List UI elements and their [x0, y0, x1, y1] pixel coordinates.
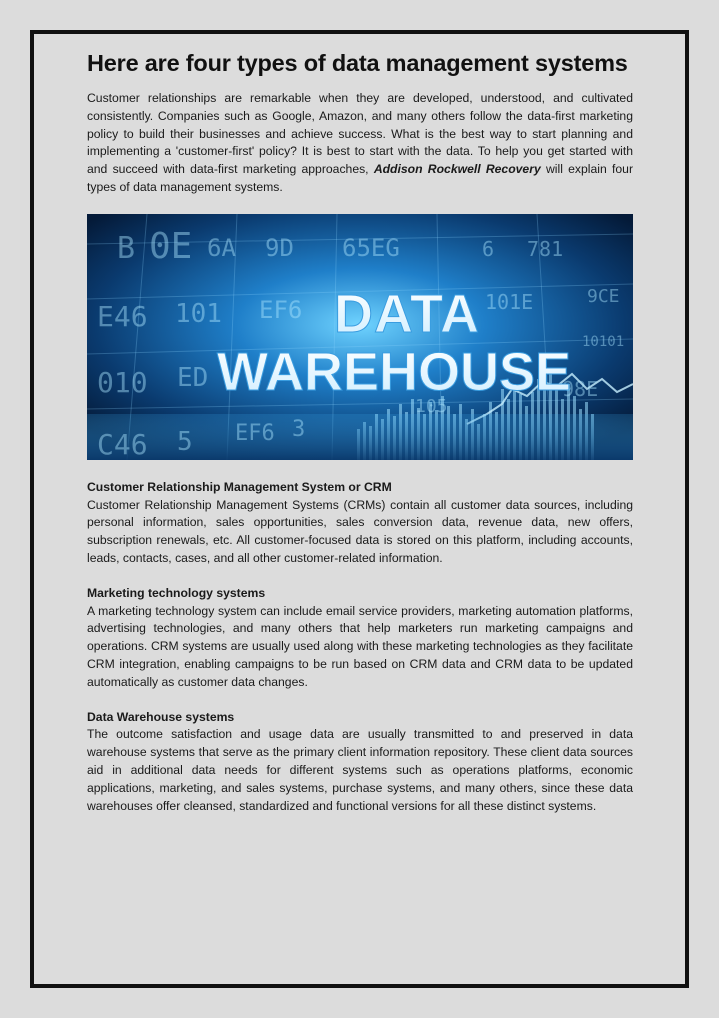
section-heading: Data Warehouse systems: [87, 709, 235, 724]
data-warehouse-image: [87, 214, 633, 460]
page-title: Here are four types of data management systems: [87, 50, 628, 76]
code-glyph: E46: [97, 299, 148, 333]
code-glyph: 010: [97, 365, 148, 399]
section-body: The outcome satisfaction and usage data are usually transmitted to and preserved in data warehouse systems that serve as the primary client information repository. These client data sources aid in additional data needs for different systems such as operations platforms, economic applications, marketing, and sales systems, purchase systems, and many others, since these data warehouses offer cleansed, standardized and functional versions for all these distinct systems.: [87, 727, 633, 813]
code-glyph: 10101: [582, 333, 625, 350]
crm-section: [87, 479, 633, 568]
code-glyph: 781: [527, 236, 564, 261]
code-glyph: 9CE: [587, 285, 620, 307]
code-glyph: EF6: [235, 420, 275, 446]
code-glyph: 0E: [149, 225, 193, 267]
document-page: [30, 30, 689, 988]
code-glyph: 9D: [265, 233, 294, 262]
code-glyph: 6: [482, 236, 495, 261]
code-glyph: 65EG: [342, 233, 400, 262]
code-glyph: 101E: [485, 289, 534, 314]
code-glyph: 5: [177, 426, 193, 457]
code-glyph: B: [117, 230, 136, 266]
intro-text-end: will explain four types of data management systems.: [87, 162, 633, 194]
code-glyph: C46: [97, 427, 148, 460]
code-glyph: EF6: [259, 295, 303, 324]
page-content: [87, 46, 633, 815]
martech-section: [87, 585, 633, 692]
code-glyph: 101: [175, 298, 222, 329]
section-body: A marketing technology system can include email service providers, marketing automation platforms, advertising technologies, and many others that help marketers run marketing campaigns and operations. CRM systems are usually used along with these marketing technologies as they facilitate CRM integration, enabling campaigns to be run based on CRM data and CRM data to be updated automatically as customer data changes.: [87, 603, 633, 689]
section-heading: Customer Relationship Management System or CRM: [87, 479, 392, 494]
intro-text: Customer relationships are remarkable when they are developed, understood, and cultivated consistently. Companies such as Google, Amazon, and many others follow the data-first marketing policy to build their businesses and achieve success. What is the best way to start planning and implementing a 'customer-first' policy? It is best to start with the data. To help you get started with and succeed with data-first marketing approaches,: [87, 91, 633, 177]
code-glyph: 3: [292, 416, 306, 442]
data-warehouse-section: [87, 709, 633, 816]
hero-headline-line2: WAREHOUSE: [217, 341, 572, 402]
section-body: Customer Relationship Management Systems (CRMs) contain all customer data sources, including personal information, sales opportunities, sales conversion data, revenue data, new offers, subscription renewals, etc. All customer-focused data is stored on this platform, including accounts, leads, contacts, cases, and all other customer-related information.: [87, 497, 633, 565]
intro-paragraph: [87, 90, 633, 197]
code-glyph: 6A: [207, 233, 236, 262]
code-glyph: 105: [415, 395, 448, 417]
code-glyph: ED: [177, 362, 209, 393]
company-name: Addison Rockwell Recovery: [373, 162, 541, 177]
hero-headline-line1: DATA: [334, 283, 480, 344]
section-heading: Marketing technology systems: [87, 585, 266, 600]
code-glyph: 98E: [562, 376, 599, 401]
